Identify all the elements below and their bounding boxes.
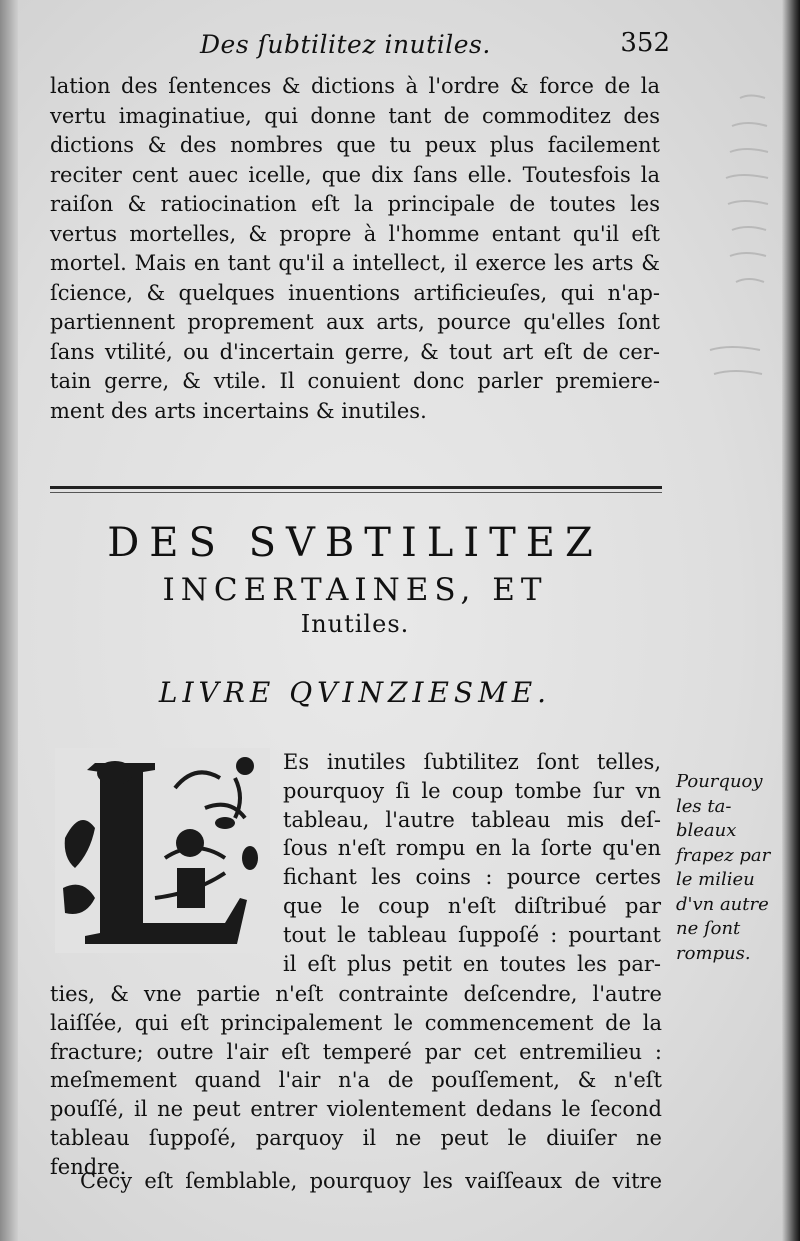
marginal-line: rompus. <box>676 942 751 964</box>
text-line: partiennent proprement aux arts, pource qu'elles ſont <box>50 310 660 334</box>
page-edge-shadow <box>782 0 800 1241</box>
show-through-marginalia <box>670 88 780 388</box>
ornament-rule-thick <box>50 486 662 489</box>
text-line: tout le tableau ſuppoſé : pourtant <box>283 922 661 947</box>
text-line: ment des arts incertains & inutiles. <box>50 398 427 423</box>
text-line: ſcience, & quelques inuentions artificieuſes, qui n'ap- <box>50 280 660 305</box>
marginal-note <box>676 770 786 966</box>
text-line: ſous n'eſt rompu en la ſorte qu'en <box>283 836 661 861</box>
marginal-line: le milieu <box>676 869 755 890</box>
text-line: reciter cent auec icelle, que dix ſans elle. Toutesfois la <box>50 162 660 187</box>
paragraph-1-wrapped <box>283 748 661 978</box>
text-line: ſans vtilité, ou d'incertain gerre, & tout art eſt de cer- <box>50 339 660 364</box>
chapter-title-line1: DES SVBTILITEZ <box>107 520 603 566</box>
paragraph-1-full <box>50 980 662 1182</box>
text-line: vertu imaginatiue, qui donne tant de commoditez des <box>50 103 660 128</box>
text-line: tableau, l'autre tableau mis deſ- <box>283 807 661 832</box>
marginal-line: d'vn autre <box>676 893 769 915</box>
text-line: tableau ſuppoſé, parquoy il ne peut le diuiſer ne <box>50 1125 662 1150</box>
page-number: 352 <box>620 28 670 58</box>
ornament-rule-thin <box>50 492 662 493</box>
text-line: laiſſée, qui eſt principalement le commencement de la <box>50 1010 662 1035</box>
decorated-initial-L-icon <box>55 748 270 953</box>
paragraph-2 <box>80 1167 662 1196</box>
text-line: mortel. Mais en tant qu'il a intellect, il exerce les arts & <box>50 251 660 275</box>
text-line: Cecy eſt ſemblable, pourquoy les vaiſſeaux de vitre <box>80 1169 662 1193</box>
text-line: raiſon & ratiocination eſt la principale de toutes les <box>50 192 660 216</box>
text-line: fendre. <box>50 1154 127 1179</box>
text-line: pouſſé, il ne peut entrer violentement dedans le ſecond <box>50 1097 662 1122</box>
text-line: vertus mortelles, & propre à l'homme entant qu'il eſt <box>50 221 660 246</box>
text-line: Es inutiles ſubtilitez ſont telles, <box>283 750 661 774</box>
text-line: il eſt plus petit en toutes les par- <box>283 951 661 976</box>
text-line: que le coup n'eſt diſtribué par <box>283 893 661 918</box>
page-header <box>200 30 670 70</box>
text-line: meſmement quand l'air n'a de pouſſement, & n'eſt <box>50 1068 662 1093</box>
text-line: tain gerre, & vtile. Il conuient donc parler premiere- <box>50 369 660 393</box>
chapter-title-line3: Inutiles. <box>300 610 410 638</box>
top-paragraph <box>50 72 660 426</box>
text-line: lation des ſentences & dictions à l'ordre & force de la <box>50 74 660 98</box>
marginal-line: bleaux <box>676 820 737 841</box>
marginal-line: les ta- <box>676 795 732 817</box>
text-line: pourquoy ſi le coup tombe ſur vn <box>283 778 661 803</box>
marginal-line: frapez par <box>676 844 771 866</box>
text-line: fracture; outre l'air eſt temperé par cet entremilieu : <box>50 1039 662 1064</box>
text-line: ties, & vne partie n'eſt contrainte deſcendre, l'autre <box>50 982 662 1006</box>
page-gutter-shadow <box>0 0 18 1241</box>
chapter-title-line2: INCERTAINES, ET <box>162 572 548 608</box>
marginal-line: Pourquoy <box>676 771 763 792</box>
text-line: dictions & des nombres que tu peux plus facilement <box>50 133 660 157</box>
text-line: fichant les coins : pource certes <box>283 865 661 890</box>
marginal-line: ne ſont <box>676 918 741 939</box>
book-title: LIVRE QVINZIESME. <box>158 676 552 709</box>
running-head: Des ſubtilitez inutiles. <box>200 30 491 59</box>
decorative-rule <box>50 478 662 498</box>
